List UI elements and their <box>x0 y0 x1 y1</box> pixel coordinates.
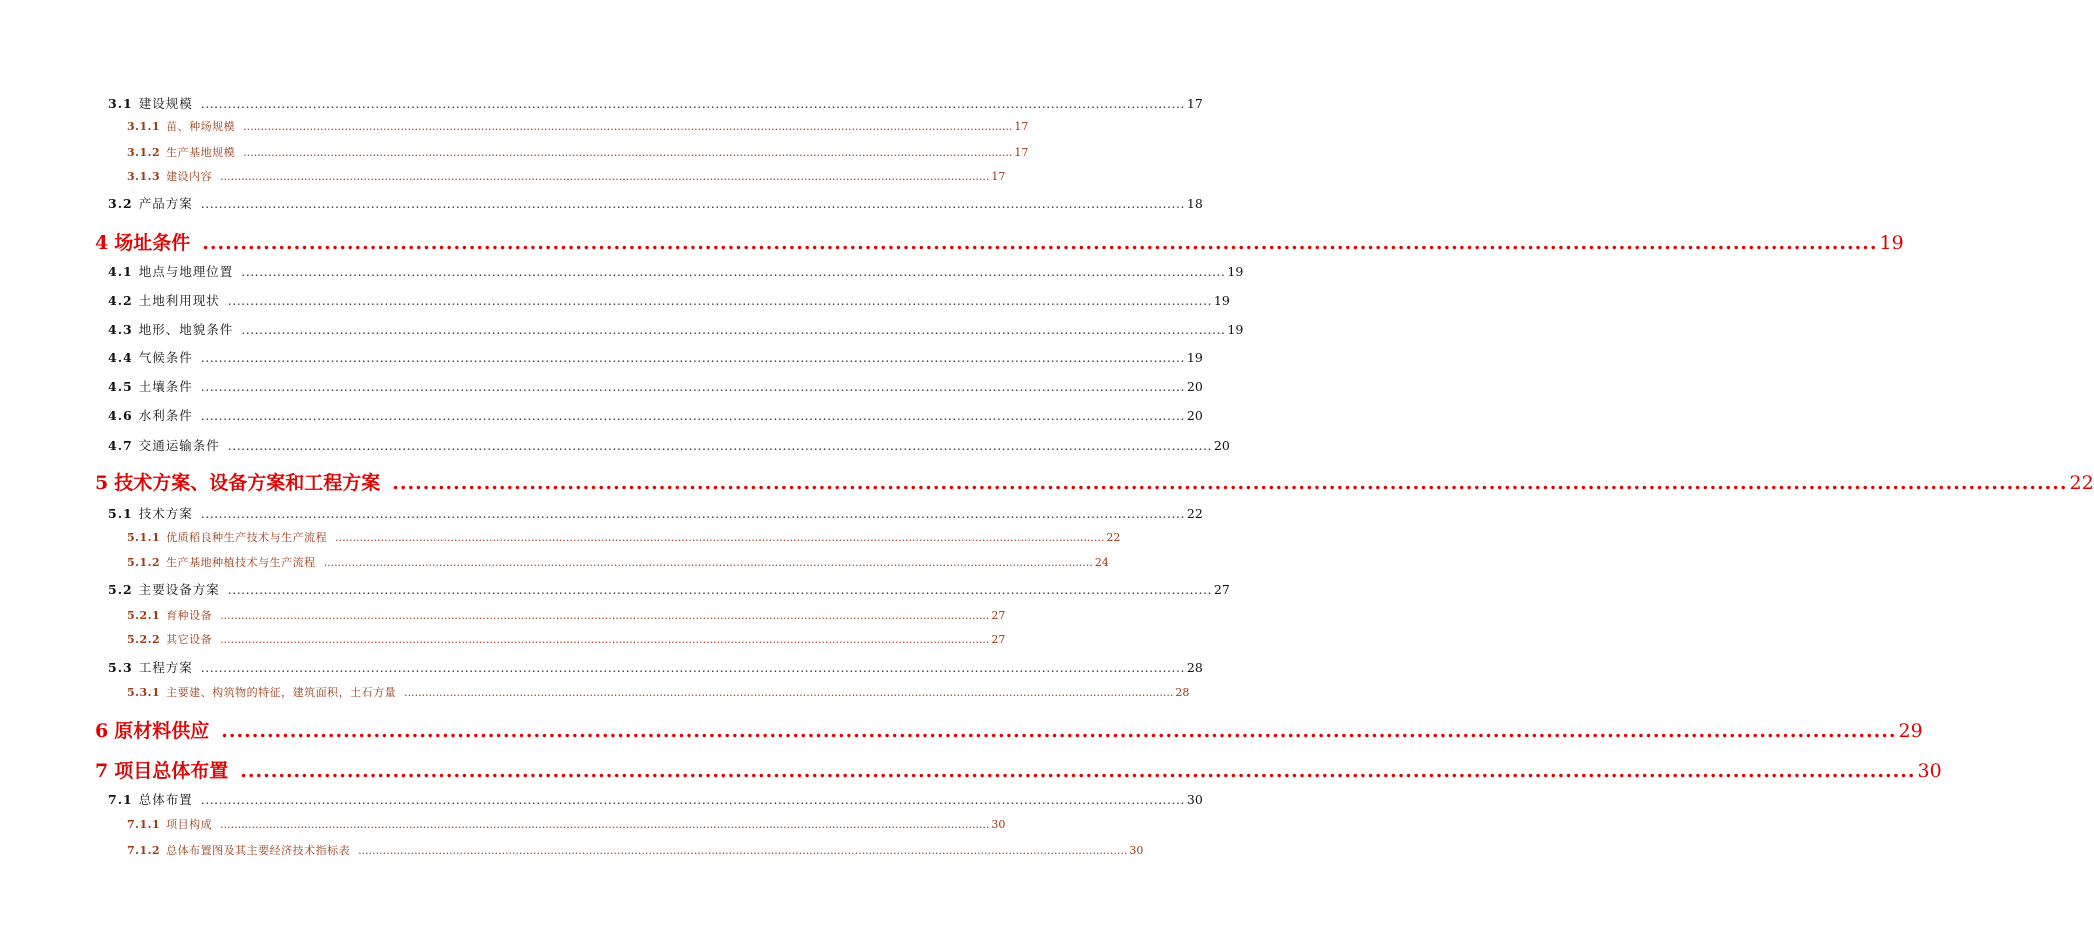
dot-leader: ............................................................................................................................................................................................................................ <box>335 531 1105 544</box>
dot-leader: ............................................................................................................................................................................................................................ <box>227 438 1212 453</box>
toc-entry-text: 土地利用现状 <box>138 293 220 308</box>
toc-entry-number: 4.5 <box>108 379 133 394</box>
toc-entry-title <box>108 194 193 212</box>
toc-entry-text: 其它设备 <box>166 633 213 646</box>
toc-entry-number: 4.6 <box>108 408 133 423</box>
toc-entry[interactable] <box>127 816 1006 834</box>
toc-entry[interactable] <box>108 291 1230 311</box>
toc-entry-text: 主要建、构筑物的特征，建筑面积，土石方量 <box>166 686 397 699</box>
dot-leader: ............................................................................................................................................................................................................................ <box>220 633 990 646</box>
toc-entry-number: 5.1 <box>108 506 133 521</box>
toc-entry[interactable] <box>127 118 1029 136</box>
dot-leader: ............................................................................................................................................................................................................................ <box>200 350 1185 365</box>
toc-entry-title <box>108 291 220 309</box>
dot-leader: ............................................................................................................................................................................................................................ <box>241 264 1226 279</box>
toc-entry-text: 主要设备方案 <box>138 582 220 597</box>
toc-entry[interactable] <box>108 348 1203 368</box>
toc-entry-page: 20 <box>1186 379 1203 394</box>
toc-entry-text: 项目构成 <box>166 818 213 831</box>
dot-leader: ............................................................................................................................................................................................................................ <box>220 170 990 183</box>
dot-leader: ............................................................................................................................................................................................................................ <box>200 792 1185 807</box>
dot-leader: ............................................................................................................................................................................................................................ <box>243 120 1013 133</box>
toc-entry-page: 19 <box>1879 232 1904 254</box>
toc-entry-page: 19 <box>1227 264 1244 279</box>
toc-entry[interactable] <box>127 631 1006 649</box>
toc-entry-number: 4.2 <box>108 293 133 308</box>
toc-entry-page: 24 <box>1094 556 1109 569</box>
dot-leader: ............................................................................................................................................................................................................................ <box>241 322 1226 337</box>
toc-entry-title <box>108 320 233 338</box>
toc-entry[interactable] <box>127 168 1006 186</box>
dot-leader: ............................................................................................................................................................................................................................ <box>240 760 1916 782</box>
toc-entry-page: 19 <box>1227 322 1244 337</box>
toc-entry-number: 4.4 <box>108 350 133 365</box>
toc-entry[interactable] <box>108 406 1203 426</box>
toc-entry-number: 5.2.1 <box>127 609 161 622</box>
toc-entry-number: 7.1.1 <box>127 818 161 831</box>
toc-entry-text: 产品方案 <box>138 196 193 211</box>
toc-entry[interactable] <box>108 504 1203 524</box>
toc-entry-title <box>127 168 212 184</box>
dot-leader: ............................................................................................................................................................................................................................ <box>200 506 1185 521</box>
toc-entry-number: 3.1.3 <box>127 170 161 183</box>
toc-entry-text: 总体布置 <box>138 792 193 807</box>
toc-entry-title <box>127 554 316 570</box>
toc-entry[interactable] <box>95 228 1904 256</box>
toc-entry-text: 水利条件 <box>138 408 193 423</box>
toc-entry-number: 5 <box>95 472 109 494</box>
toc-entry-title <box>127 684 396 700</box>
toc-entry-title <box>127 842 350 858</box>
toc-entry-page: 28 <box>1175 686 1190 699</box>
dot-leader: ............................................................................................................................................................................................................................ <box>202 232 1878 254</box>
toc-entry-title <box>108 504 193 522</box>
dot-leader: ............................................................................................................................................................................................................................ <box>404 686 1174 699</box>
toc-entry-number: 5.1.1 <box>127 531 161 544</box>
toc-entry-page: 20 <box>1213 438 1230 453</box>
dot-leader: ............................................................................................................................................................................................................................ <box>200 660 1185 675</box>
toc-entry[interactable] <box>95 468 2094 496</box>
dot-leader: ............................................................................................................................................................................................................................ <box>200 96 1185 111</box>
toc-entry-title <box>108 348 193 366</box>
toc-entry[interactable] <box>127 607 1006 625</box>
toc-entry-text: 生产基地种植技术与生产流程 <box>166 556 316 569</box>
toc-entry-text: 建设规模 <box>138 96 193 111</box>
toc-entry-title <box>127 529 327 545</box>
toc-entry-title <box>108 262 233 280</box>
toc-entry-title <box>127 607 212 623</box>
dot-leader: ............................................................................................................................................................................................................................ <box>200 196 1185 211</box>
toc-entry-number: 7.1 <box>108 792 133 807</box>
toc-entry-page: 17 <box>991 170 1006 183</box>
toc-entry[interactable] <box>127 554 1109 572</box>
toc-entry-text: 项目总体布置 <box>114 760 229 782</box>
toc-entry[interactable] <box>108 262 1244 282</box>
toc-entry[interactable] <box>108 94 1203 114</box>
toc-entry-number: 7.1.2 <box>127 844 161 857</box>
toc-entry[interactable] <box>108 658 1203 678</box>
toc-entry-text: 气候条件 <box>138 350 193 365</box>
dot-leader: ............................................................................................................................................................................................................................ <box>200 379 1185 394</box>
toc-entry-page: 30 <box>1129 844 1144 857</box>
toc-entry-number: 4.1 <box>108 264 133 279</box>
toc-entry-page: 27 <box>991 609 1006 622</box>
toc-entry-number: 3.1.1 <box>127 120 161 133</box>
toc-entry[interactable] <box>108 436 1230 456</box>
toc-entry-page: 22 <box>1106 531 1121 544</box>
toc-entry-title <box>95 756 228 783</box>
toc-entry-number: 3.2 <box>108 196 133 211</box>
dot-leader: ............................................................................................................................................................................................................................ <box>220 818 990 831</box>
toc-entry-title <box>108 790 193 808</box>
toc-entry-page: 30 <box>1186 792 1203 807</box>
toc-entry-number: 7 <box>95 760 109 782</box>
toc-entry-page: 28 <box>1186 660 1203 675</box>
toc-entry-page: 17 <box>1014 146 1029 159</box>
toc-entry-title <box>108 406 193 424</box>
toc-entry[interactable] <box>127 529 1121 547</box>
toc-entry-page: 19 <box>1213 293 1230 308</box>
toc-entry-page: 27 <box>991 633 1006 646</box>
toc-entry-text: 育种设备 <box>166 609 213 622</box>
toc-entry[interactable] <box>95 756 1942 784</box>
toc-entry-number: 5.2.2 <box>127 633 161 646</box>
dot-leader: ............................................................................................................................................................................................................................ <box>358 844 1128 857</box>
toc-entry-page: 22 <box>1186 506 1203 521</box>
dot-leader: ............................................................................................................................................................................................................................ <box>221 720 1897 742</box>
toc-entry[interactable] <box>108 790 1203 810</box>
toc-entry-text: 生产基地规模 <box>166 146 236 159</box>
toc-entry-text: 优质稻良种生产技术与生产流程 <box>166 531 328 544</box>
toc-entry-page: 27 <box>1213 582 1230 597</box>
dot-leader: ............................................................................................................................................................................................................................ <box>227 293 1212 308</box>
toc-entry-title <box>127 144 235 160</box>
toc-entry-title <box>95 228 190 255</box>
toc-entry-text: 土壤条件 <box>138 379 193 394</box>
toc-entry-text: 技术方案、设备方案和工程方案 <box>114 472 381 494</box>
toc-entry-page: 22 <box>2069 472 2094 494</box>
toc-entry-page: 18 <box>1186 196 1203 211</box>
toc-entry-number: 4 <box>95 232 109 254</box>
toc-entry[interactable] <box>108 320 1244 340</box>
toc-entry-title <box>95 468 380 495</box>
toc-entry-page: 30 <box>991 818 1006 831</box>
toc-entry-text: 技术方案 <box>138 506 193 521</box>
toc-entry-title <box>127 118 235 134</box>
toc-entry-page: 17 <box>1014 120 1029 133</box>
toc-entry-number: 3.1.2 <box>127 146 161 159</box>
toc-entry-number: 5.2 <box>108 582 133 597</box>
dot-leader: ............................................................................................................................................................................................................................ <box>243 146 1013 159</box>
dot-leader: ............................................................................................................................................................................................................................ <box>200 408 1185 423</box>
toc-entry[interactable] <box>108 377 1203 397</box>
toc-entry-page: 19 <box>1186 350 1203 365</box>
toc-entry[interactable] <box>127 684 1190 702</box>
toc-entry-number: 4.3 <box>108 322 133 337</box>
toc-entry-number: 5.3 <box>108 660 133 675</box>
toc-entry-number: 5.1.2 <box>127 556 161 569</box>
toc-entry-title <box>108 377 193 395</box>
toc-entry-text: 原材料供应 <box>114 720 210 742</box>
toc-entry[interactable] <box>127 144 1029 162</box>
toc-entry-title <box>108 436 220 454</box>
toc-entry-title <box>108 94 193 112</box>
toc-entry-text: 地点与地理位置 <box>138 264 234 279</box>
toc-entry-page: 17 <box>1186 96 1203 111</box>
toc-entry-number: 6 <box>95 720 109 742</box>
toc-entry[interactable] <box>95 716 1923 744</box>
toc-entry-title <box>108 658 193 676</box>
toc-entry-number: 5.3.1 <box>127 686 161 699</box>
dot-leader: ............................................................................................................................................................................................................................ <box>323 556 1093 569</box>
toc-entry[interactable] <box>108 194 1203 214</box>
toc-entry-page: 29 <box>1898 720 1923 742</box>
toc-entry-text: 场址条件 <box>114 232 191 254</box>
toc-entry-text: 建设内容 <box>166 170 213 183</box>
toc-entry-number: 3.1 <box>108 96 133 111</box>
toc-entry-text: 地形、地貌条件 <box>138 322 234 337</box>
dot-leader: ............................................................................................................................................................................................................................ <box>392 472 2068 494</box>
toc-entry-title <box>108 580 220 598</box>
toc-entry-page: 30 <box>1917 760 1942 782</box>
dot-leader: ............................................................................................................................................................................................................................ <box>220 609 990 622</box>
toc-entry-title <box>127 816 212 832</box>
toc-entry-page: 20 <box>1186 408 1203 423</box>
toc-entry-text: 交通运输条件 <box>138 438 220 453</box>
toc-entry[interactable] <box>108 580 1230 600</box>
toc-entry-text: 苗、种场规模 <box>166 120 236 133</box>
toc-entry-text: 工程方案 <box>138 660 193 675</box>
toc-entry-title <box>127 631 212 647</box>
toc-entry-title <box>95 716 209 743</box>
toc-entry-number: 4.7 <box>108 438 133 453</box>
toc-entry[interactable] <box>127 842 1144 860</box>
dot-leader: ............................................................................................................................................................................................................................ <box>227 582 1212 597</box>
toc-entry-text: 总体布置图及其主要经济技术指标表 <box>166 844 351 857</box>
